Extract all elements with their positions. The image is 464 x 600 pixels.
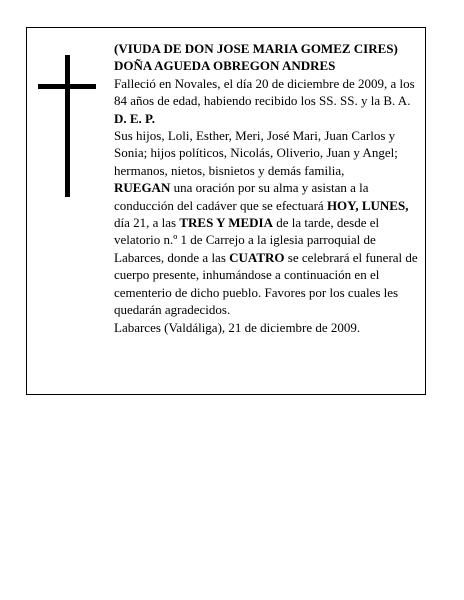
notice-text [114,40,420,336]
cross-vertical-bar [65,55,70,197]
cross-horizontal-bar [38,84,96,89]
tres-y-media: TRES Y MEDIA [179,215,274,231]
request-text-1: una oración por su alma y asistan a la conducción del cadáver que se efectuará [114,180,369,213]
place-date: Labarces (Valdáliga), 21 de diciembre de 2009. [114,319,361,335]
family-list: Sus hijos, Loli, Esther, Meri, José Mari, Juan Carlos y Sonia; hijos políticos, Nicolás, Oliverio, Juan y Angel; hermanos, nietos, bisnietos y demás familia, [114,128,398,178]
funeral-request [114,179,420,318]
obituary-notice [26,27,426,395]
hoy-lunes: HOY, LUNES, [326,197,409,213]
ruegan-word: RUEGAN [114,180,171,196]
deceased-name: DOÑA AGUEDA OBREGON ANDRES [114,58,336,74]
request-text-4: se celebrará el funeral de cuerpo presente, inhumándose a continuación en el cementerio de dicho pueblo. Favores por los cuales les quedarán agradecidos. [114,249,418,318]
rip-line: D. E. P. [114,110,156,126]
request-text-3: de la tarde, desde el velatorio n.º 1 de Carrejo a la iglesia parroquial de Labarces, donde a las [114,215,380,265]
request-text-2: día 21, a las [114,215,180,231]
cuatro-word: CUATRO [229,249,285,265]
death-info: Falleció en Novales, el día 20 de diciembre de 2009, a los 84 años de edad, habiendo recibido los SS. SS. y la B. A. [114,75,415,109]
widow-line: (VIUDA DE DON JOSE MARIA GOMEZ CIRES) [114,41,398,56]
